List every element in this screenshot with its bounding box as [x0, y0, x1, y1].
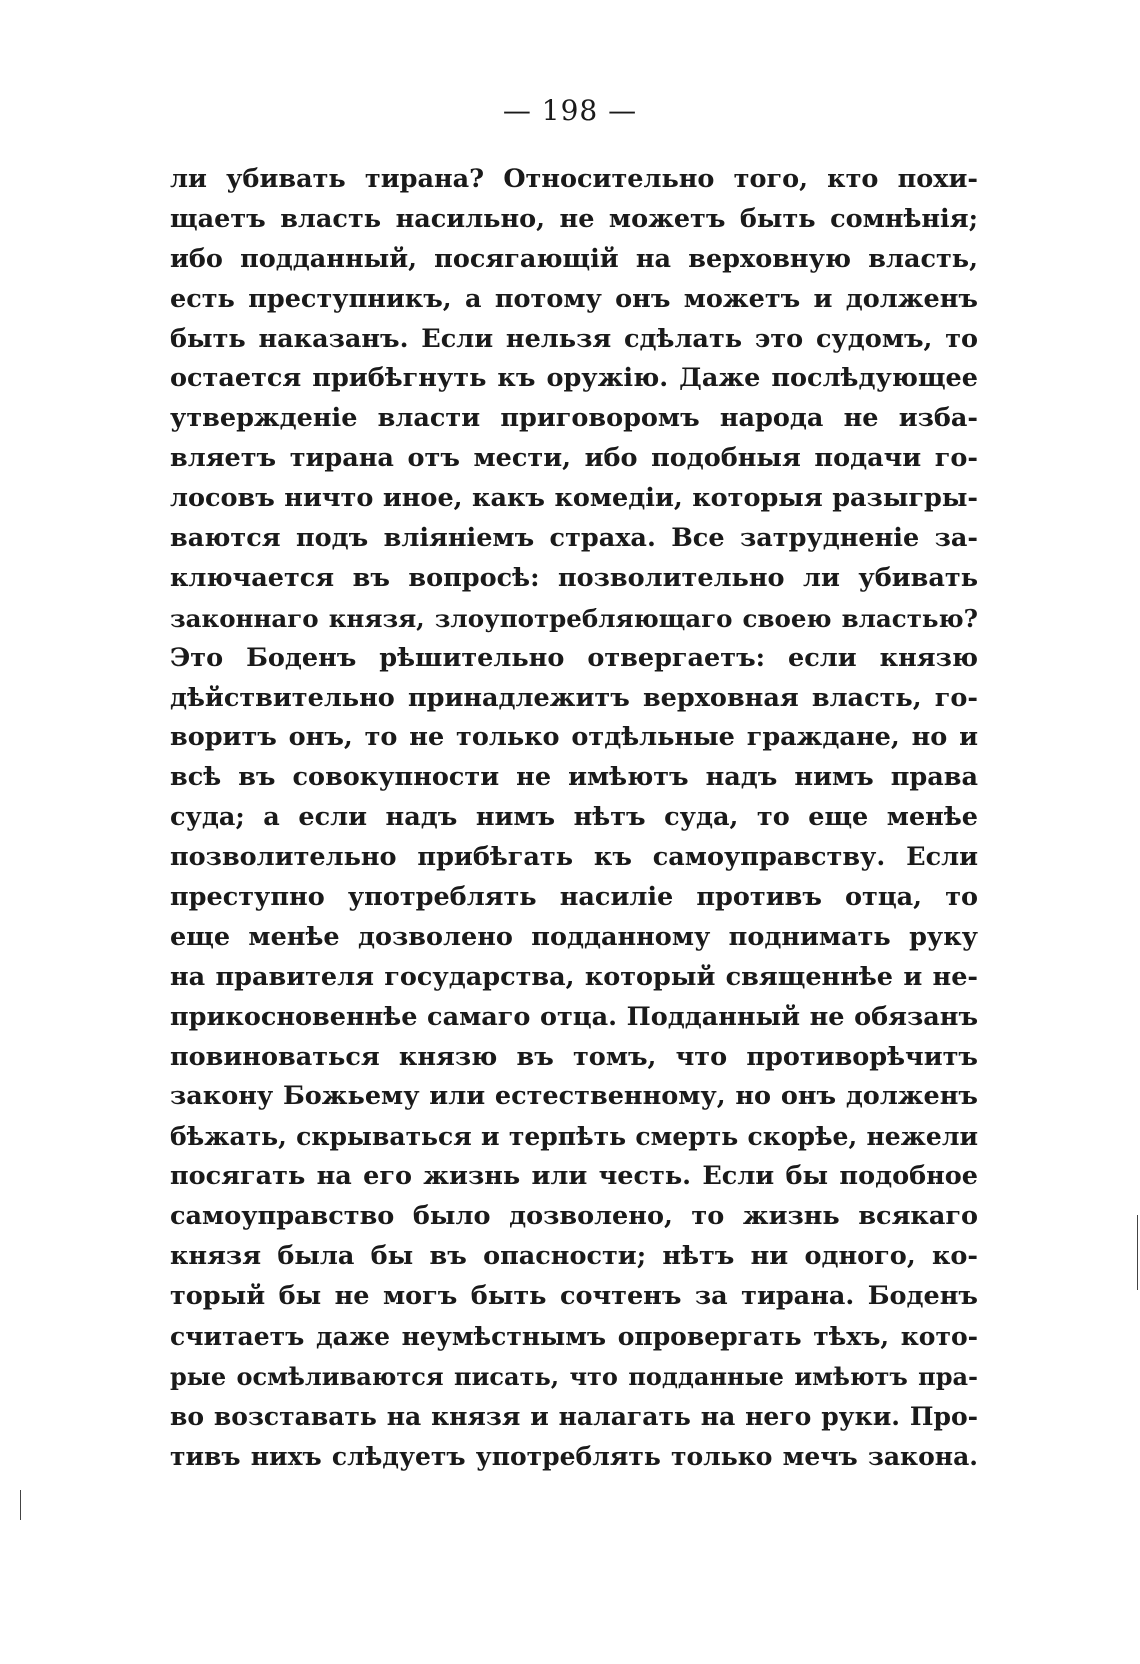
text-line: есть преступникъ, а потому онъ можетъ и долженъ	[170, 283, 978, 314]
text-line: тивъ нихъ слѣдуетъ употреблять только мечъ закона.	[170, 1441, 978, 1471]
text-line: посягать на его жизнь или честь. Если бы подобное	[170, 1161, 978, 1192]
text-line: торый бы не могъ быть сочтенъ за тирана. Боденъ	[170, 1280, 978, 1311]
scan-edge-mark	[1137, 1215, 1138, 1290]
text-line: Это Боденъ рѣшительно отвергаетъ: если князю	[170, 642, 978, 673]
text-line: щаетъ власть насильно, не можетъ быть сомнѣнія;	[170, 203, 978, 234]
text-line: вляетъ тирана отъ мести, ибо подобныя подачи го-	[170, 443, 978, 474]
text-line: утвержденіе власти приговоромъ народа не изба-	[170, 403, 978, 434]
text-line: ибо подданный, посягающій на верховную власть,	[170, 243, 978, 274]
text-line: на правителя государства, который священнѣе и не-	[170, 961, 978, 992]
text-line: еще менѣе дозволено подданному поднимать руку	[170, 921, 978, 952]
text-line: лосовъ ничто иное, какъ комедіи, которыя разыгры-	[170, 483, 978, 514]
text-line: ключается въ вопросѣ: позволительно ли убивать	[170, 562, 978, 593]
text-line: суда; а если надъ нимъ нѣтъ суда, то еще менѣе	[170, 802, 978, 833]
text-line: князя была бы въ опасности; нѣтъ ни одного, ко-	[170, 1241, 978, 1272]
text-line: прикосновеннѣе самаго отца. Подданный не обязанъ	[170, 1001, 978, 1032]
text-line: самоуправство было дозволено, то жизнь всякаго	[170, 1201, 978, 1232]
text-line: ваются подъ вліяніемъ страха. Все затрудненіе за-	[170, 523, 978, 554]
text-line: повиноваться князю въ томъ, что противорѣчитъ	[170, 1041, 978, 1072]
text-line: преступно употреблять насиліе противъ отца, то	[170, 882, 978, 913]
text-line: во возставать на князя и налагать на него руки. Про-	[170, 1401, 978, 1431]
text-line: ли убивать тирана? Относительно того, кто похи-	[170, 164, 978, 194]
text-line: быть наказанъ. Если нельзя сдѣлать это судомъ, то	[170, 323, 978, 354]
text-line: остается прибѣгнуть къ оружію. Даже послѣдующее	[170, 363, 978, 394]
text-line: считаетъ даже неумѣстнымъ опровергать тѣхъ, кото-	[170, 1321, 978, 1351]
text-line: всѣ въ совокупности не имѣютъ надъ нимъ права	[170, 762, 978, 793]
scan-edge-mark	[20, 1490, 21, 1520]
text-line: позволительно прибѣгать къ самоуправству. Если	[170, 842, 978, 873]
text-line: законнаго князя, злоупотребляющаго своею властью?	[170, 603, 978, 633]
body-text	[170, 160, 978, 1476]
text-line: воритъ онъ, то не только отдѣльные граждане, но и	[170, 722, 978, 753]
text-line: дѣйствительно принадлежитъ верховная власть, го-	[170, 682, 978, 713]
text-line: рые осмѣливаются писать, что подданные имѣютъ пра-	[170, 1361, 978, 1391]
text-line: бѣжать, скрываться и терпѣть смерть скорѣе, нежели	[170, 1122, 978, 1152]
page-number: — 198 —	[502, 94, 638, 127]
text-line: закону Божьему или естественному, но онъ долженъ	[170, 1081, 978, 1112]
